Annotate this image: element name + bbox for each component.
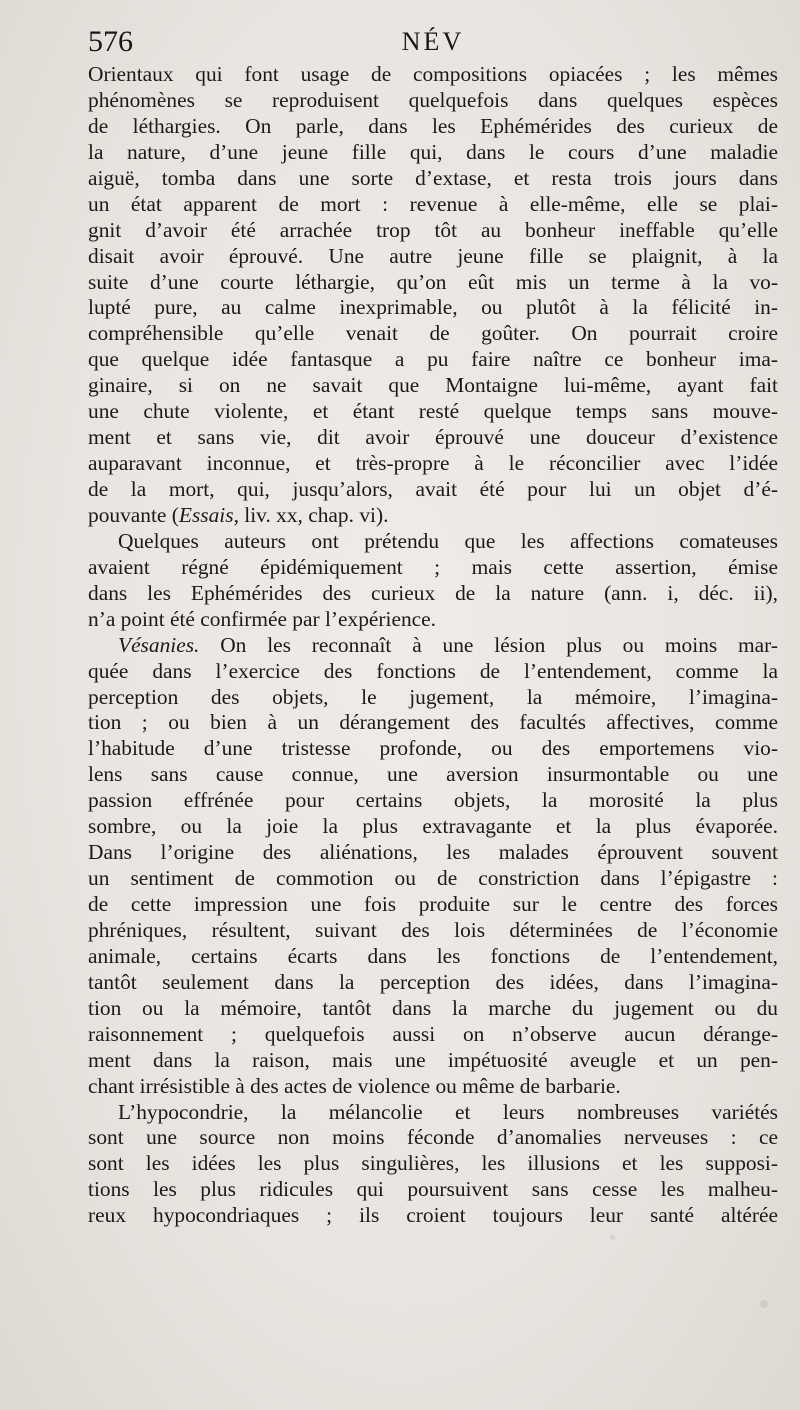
text-line: ginaire, si on ne savait que Montaigne lui-même, ayant fait	[88, 373, 778, 398]
text-line: perception des objets, le jugement, la mémoire, l’imagina-	[88, 684, 778, 709]
section-heading-vesanies: Vésanies.	[118, 632, 200, 657]
body-text	[88, 62, 778, 1229]
page-header	[88, 22, 778, 62]
text-line: avaient régné épidémiquement ; mais cette assertion, émise	[88, 554, 778, 579]
page-number: 576	[88, 25, 133, 58]
text-line: auparavant inconnue, et très-propre à le réconcilier avec l’idée	[88, 451, 778, 476]
text-line: tions les plus ridicules qui poursuivent sans cesse les malheu-	[88, 1177, 778, 1202]
text-line: disait avoir éprouvé. Une autre jeune fille se plaignit, à la	[88, 243, 778, 268]
text-line: n’a point été confirmée par l’expérience.	[88, 606, 437, 631]
text-line: de cette impression une fois produite sur le centre des forces	[88, 892, 778, 916]
text-line: compréhensible qu’elle venait de goûter. On pourrait croire	[88, 321, 778, 346]
text-fragment: pouvante (	[88, 502, 179, 527]
text-line: gnit d’avoir été arrachée trop tôt au bonheur ineffable qu’elle	[88, 217, 778, 242]
text-fragment: On les reconnaît à une lésion plus ou moins mar-	[199, 632, 778, 657]
text-line: que quelque idée fantasque a pu faire naître ce bonheur ima-	[88, 347, 778, 372]
running-head: NÉV	[401, 27, 465, 56]
book-title-essais: Essais	[178, 502, 234, 527]
text-line: ment et sans vie, dit avoir éprouvé une douceur d’existence	[88, 425, 778, 450]
text-line: une chute violente, et étant resté quelque temps sans mouve-	[88, 399, 778, 424]
text-line: la nature, d’une jeune fille qui, dans le cours d’une maladie	[88, 139, 778, 164]
text-line: Quelques auteurs ont prétendu que les affections comateuses	[118, 528, 778, 553]
text-line: L’hypocondrie, la mélancolie et leurs nombreuses variétés	[118, 1099, 778, 1124]
paper-spot	[760, 1300, 768, 1308]
text-line: lens sans cause connue, une aversion insurmontable ou une	[88, 762, 778, 787]
text-line: tantôt seulement dans la perception des idées, dans l’imagina-	[88, 969, 778, 994]
text-line: sombre, ou la joie la plus extravagante et la plus évaporée.	[88, 814, 778, 839]
text-line: dans les Ephémérides des curieux de la nature (ann. i, déc. ii),	[88, 580, 778, 605]
text-line: l’habitude d’une tristesse profonde, ou des emportemens vio-	[88, 736, 778, 761]
text-line: suite d’une courte léthargie, qu’on eût mis un terme à la vo-	[88, 269, 778, 294]
text-line: phréniques, résultent, suivant des lois déterminées de l’économie	[88, 917, 778, 942]
text-line: chant irrésistible à des actes de violence ou même de barbarie.	[88, 1073, 621, 1098]
text-line	[88, 503, 778, 529]
text-line	[88, 633, 778, 659]
paper-spot	[610, 1235, 615, 1240]
text-line: un état apparent de mort : revenue à elle-même, elle se plai-	[88, 191, 778, 216]
text-line: Orientaux qui font usage de compositions opiacées ; les mêmes	[88, 62, 778, 86]
text-line: ment dans la raison, mais une impétuosité aveugle et un pen-	[88, 1047, 778, 1072]
text-line: reux hypocondriaques ; ils croient toujours leur santé altérée	[88, 1203, 778, 1228]
text-line: sont les idées les plus singulières, les illusions et les supposi-	[88, 1151, 778, 1176]
text-line: phénomènes se reproduisent quelquefois dans quelques espèces	[88, 87, 778, 112]
text-line: animale, certains écarts dans les fonctions de l’entendement,	[88, 943, 778, 968]
text-line: de léthargies. On parle, dans les Ephémérides des curieux de	[88, 113, 778, 138]
text-line: quée dans l’exercice des fonctions de l’entendement, comme la	[88, 658, 778, 683]
text-fragment: , liv. xx, chap. vi).	[233, 502, 389, 527]
text-line: aiguë, tomba dans une sorte d’extase, et resta trois jours dans	[88, 165, 778, 190]
text-line: de la mort, qui, jusqu’alors, avait été pour lui un objet d’é-	[88, 477, 778, 501]
text-line: lupté pure, au calme inexprimable, ou plutôt à la félicité in-	[88, 295, 778, 320]
text-line: raisonnement ; quelquefois aussi on n’observe aucun dérange-	[88, 1021, 778, 1046]
text-line: un sentiment de commotion ou de constriction dans l’épigastre :	[88, 866, 778, 891]
text-line: passion effrénée pour certains objets, la morosité la plus	[88, 788, 778, 813]
text-line: sont une source non moins féconde d’anomalies nerveuses : ce	[88, 1125, 778, 1150]
text-line: Dans l’origine des aliénations, les malades éprouvent souvent	[88, 840, 778, 865]
text-line: tion ; ou bien à un dérangement des facultés affectives, comme	[88, 710, 778, 735]
text-line: tion ou la mémoire, tantôt dans la marche du jugement ou du	[88, 995, 778, 1020]
